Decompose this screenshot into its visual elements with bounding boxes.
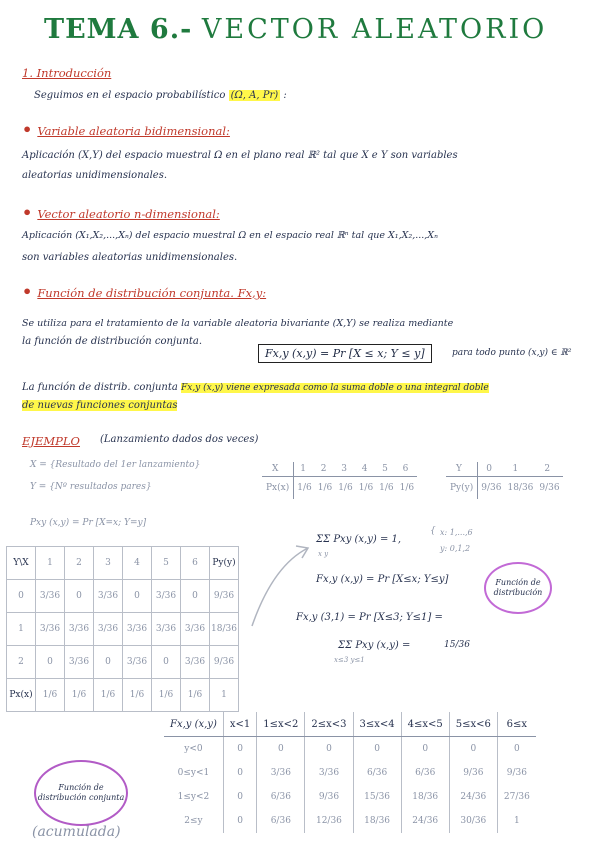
intro-text: Seguimos en el espacio probabilístico [34,90,226,101]
var-bidim-line1: Aplicación (X,Y) del espacio muestral Ω en el plano real ℝ² tal que X e Y son variables [22,150,458,161]
intro-line [34,90,287,101]
table-row [7,679,239,712]
joint-cell: 0 [7,580,36,613]
cum-cell: 6/36 [353,761,401,785]
intro-heading: 1. Introducción [22,66,112,80]
joint-col-head: 4 [123,547,152,580]
joint-col-head: 5 [152,547,181,580]
px-row-cell: 1/6 [317,483,333,493]
px-row-cell: 1/6 [379,483,394,493]
cum-cell: 6/36 [257,809,305,833]
range-x: x: 1,...,6 [440,528,473,537]
px-head-cell: 2 [315,462,335,477]
joint-cell: 1/6 [152,679,181,712]
cum-cell: 30/36 [449,809,497,833]
dist-note-b: Fx,y (x,y) viene expresada como la suma doble o una integral doble [181,383,489,393]
dist-note-a: La función de distrib. conjunta [22,382,178,393]
cum-cell: 0 [223,737,256,762]
joint-cell: 18/36 [210,613,239,646]
title-bold: TEMA 6.- [44,14,193,45]
cum-cell: 1 [513,816,520,826]
bullet-dot: • [22,203,33,222]
joint-cell: 1/6 [65,679,94,712]
sum-equation: ΣΣ Pxy (x,y) = 1, [316,534,402,545]
sum-indices: x y [318,550,329,558]
table-row [164,761,536,785]
cum-cell: 15/36 [353,785,401,809]
joint-cell: 3/36 [94,613,123,646]
cum-head-cell: 1≤x<2 [257,712,305,737]
joint-cell: 3/36 [65,613,94,646]
example-subtitle: (Lanzamiento dados dos veces) [100,434,259,445]
dist-fn-heading: Función de distribución conjunta. Fx,y: [37,286,267,300]
joint-cell: 0 [181,580,210,613]
joint-col-head: 1 [36,547,65,580]
joint-cell: 9/36 [210,580,239,613]
joint-cell: 0 [94,646,123,679]
joint-cell: 1 [210,679,239,712]
py-row-cell: 9/36 [481,483,502,493]
cum-head-cell: 5≤x<6 [449,712,497,737]
cum-head-cell: 3≤x<4 [353,712,401,737]
table-row [164,785,536,809]
joint-cell: 3/36 [123,613,152,646]
px-row-cell: 1/6 [399,483,415,493]
joint-col-head: 6 [181,547,210,580]
table-row [7,646,239,679]
cum-head-cell: x<1 [223,712,256,737]
cum-cell: 9/36 [506,768,527,778]
py-head-cell: 1 [504,462,536,477]
cumulative-note: (acumulada) [32,824,121,840]
cum-cell: 0 [257,737,305,762]
y-definition: Y = {Nº resultados pares} [30,482,152,492]
title-rest: VECTOR ALEATORIO [201,14,548,45]
bracket-icon: { [430,526,436,536]
cum-cell: 6/36 [401,761,449,785]
py-table [446,462,563,499]
joint-cell: Px(x) [7,679,36,712]
vec-ndim-line1: Aplicación (X₁,X₂,...,Xₙ) del espacio muestral Ω en el espacio real ℝⁿ tal que X₁,X₂,...,Xₙ [22,230,438,241]
cum-cell: 0 [305,737,353,762]
cum-cell: 18/36 [401,785,449,809]
cum-cell: 12/36 [305,809,353,833]
joint-cell: 9/36 [210,646,239,679]
py-head-cell: Y [446,462,478,477]
table-row [164,737,536,762]
vec-ndim-heading-row [22,203,220,222]
joint-cell: 1/6 [123,679,152,712]
px-head-cell: 6 [397,462,417,477]
joint-col-head: 3 [94,547,123,580]
vec-ndim-heading: Vector aleatorio n-dimensional: [37,207,220,221]
cum-cell: y<0 [164,737,223,762]
cum-head-cell: 4≤x<5 [401,712,449,737]
page-title [44,14,547,45]
joint-cell: 0 [123,580,152,613]
var-bidim-heading: Variable aleatoria bidimensional: [37,124,230,138]
prob-space: (Ω, A, Pr) [230,90,279,101]
joint-cell: 0 [65,580,94,613]
vec-ndim-line2: son variables aleatorias unidimensionales. [22,252,238,263]
px-head-cell: 3 [335,462,355,477]
cum-cell: 18/36 [353,809,401,833]
dist-fn-line1: Se utiliza para el tratamiento de la variable aleatoria bivariante (X,Y) se realiza mediante [22,318,454,329]
joint-cell: 3/36 [152,613,181,646]
dist-note-2: de nuevas funciones conjuntas [22,400,178,411]
joint-cell: 1/6 [36,679,65,712]
var-bidim-heading-row [22,120,230,139]
cum-cell: 0≤y<1 [164,761,223,785]
formula-tail: para todo punto (x,y) ∈ ℝ² [452,348,572,358]
joint-col-head: Py(y) [210,547,239,580]
px-row-cell: 1/6 [338,483,353,493]
f31-line2: ΣΣ Pxy (x,y) = [338,640,411,651]
py-row-cell: 9/36 [539,483,560,493]
py-row-cell: 18/36 [507,483,534,493]
dist-fn-heading-row [22,282,266,301]
joint-cell: 3/36 [36,613,65,646]
dist-fn-line2: la función de distribución conjunta. [22,336,203,347]
cum-cell: 27/36 [503,792,530,802]
cum-cell: 0 [449,737,497,762]
px-row-cell: 1/6 [358,483,374,493]
bullet-dot: • [22,282,33,301]
joint-col-head: 2 [65,547,94,580]
px-row-cell: 1/6 [297,483,312,493]
joint-cell: 3/36 [123,646,152,679]
cum-cell: 0 [223,761,256,785]
cum-head-cell: 6≤x [497,712,535,737]
joint-cell: 1/6 [181,679,210,712]
joint-cell: 3/36 [181,613,210,646]
cum-cell: 24/36 [401,809,449,833]
cum-cell: 3/36 [257,761,305,785]
cum-cell: 0 [401,737,449,762]
joint-cdf-formula: Fx,y (x,y) = Pr [X ≤ x; Y ≤ y] [258,344,432,363]
py-head-cell: 0 [478,462,505,477]
joint-cell: 1/6 [94,679,123,712]
joint-cell: 2 [7,646,36,679]
example-heading: EJEMPLO [22,434,80,448]
joint-cell: 3/36 [65,646,94,679]
joint-cell: 3/36 [181,646,210,679]
px-head-cell: 5 [376,462,396,477]
f31-line1: Fx,y (3,1) = Pr [X≤3; Y≤1] = [296,612,443,623]
px-table [262,462,417,499]
cum-cell: 9/36 [449,761,497,785]
f31-indices: x≤3 y≤1 [334,656,365,664]
connector-line [474,560,498,561]
cum-head-cell: 2≤x<3 [305,712,353,737]
dist-function-circle: Función de distribución [484,562,552,614]
joint-corner: Y\X [7,547,36,580]
cum-head-cell: Fx,y (x,y) [164,712,223,737]
cum-cell: 0 [353,737,401,762]
fxy-equation: Fx,y (x,y) = Pr [X≤x; Y≤y] [316,574,449,585]
table-row [7,580,239,613]
cum-cell: 1≤y<2 [164,785,223,809]
f31-value: 15/36 [444,640,470,650]
dist-note-line1 [22,382,489,393]
joint-prob-table [6,546,239,712]
x-definition: X = {Resultado del 1er lanzamiento} [30,460,201,470]
table-row [7,613,239,646]
joint-cell: 3/36 [94,580,123,613]
range-y: y: 0,1,2 [440,544,471,553]
px-head-cell: X [262,462,294,477]
joint-cell: 0 [152,646,181,679]
var-bidim-line2: aleatorias unidimensionales. [22,170,168,181]
px-row-cell: Px(x) [262,477,294,500]
joint-dist-circle: Función de distribución conjunta [34,760,128,826]
cum-cell: 0 [223,785,256,809]
cum-cell: 9/36 [305,785,353,809]
intro-colon: : [283,90,287,101]
joint-cell: 0 [36,646,65,679]
pxy-definition: Pxy (x,y) = Pr [X=x; Y=y] [30,518,147,528]
joint-cell: 1 [7,613,36,646]
py-head-cell: 2 [536,462,562,477]
px-head-cell: 4 [356,462,376,477]
px-head-cell: 1 [294,462,315,477]
cum-cell: 24/36 [449,785,497,809]
cum-cell: 2≤y [164,809,223,833]
cum-cell: 3/36 [305,761,353,785]
cum-cell: 6/36 [257,785,305,809]
joint-cell: 3/36 [152,580,181,613]
cum-cell: 0 [513,744,520,754]
cumulative-dist-table [164,712,536,833]
cum-cell: 0 [223,809,256,833]
joint-cell: 3/36 [36,580,65,613]
py-row-cell: Py(y) [446,477,478,500]
dist-note-line2 [22,400,177,411]
table-row [164,809,536,833]
bullet-dot: • [22,120,33,139]
